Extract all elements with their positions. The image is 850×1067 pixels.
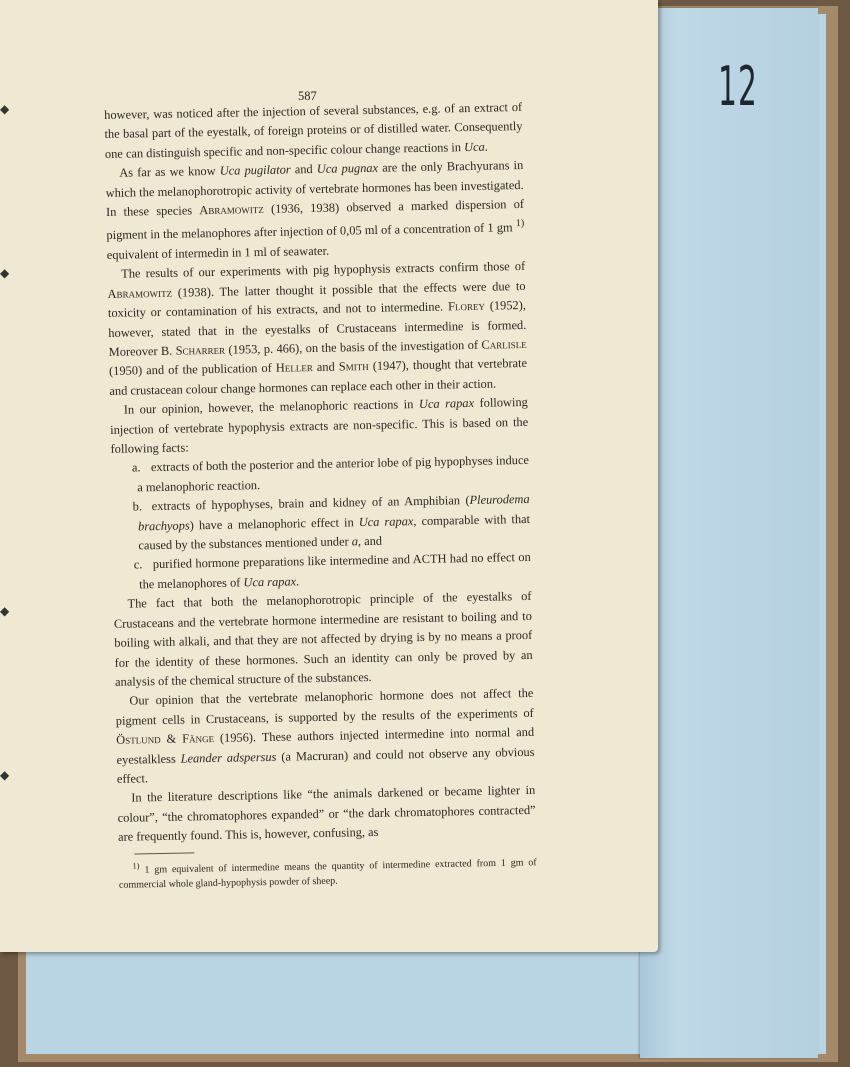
page-number: 587 xyxy=(298,89,317,103)
footnote-ref[interactable]: 1) xyxy=(515,218,525,230)
binding-hole-icon: ◆ xyxy=(0,604,10,618)
paragraph: In the literature descriptions like “the animals darkened or became lighter in colour”, “the chromatophores expanded” or “the dark chromatophores contracted” are frequently found. This is, however, confusing, as xyxy=(117,783,536,845)
paragraph: The results of our experiments with pig hypophysis extracts confirm those of Abramowitz (1938). The latter thought it possible that the effects were due to toxicity or contamination of his extracts, and not to intermedine. Florey (1952), however, stated that in the eyestalks of Crustaceans intermedine is formed. Moreover B. Scharrer (1953, p. 466), on the basis of the investigation of Carlisle (1950) and of the publication of Heller and Smith (1947), thought that vertebrate and crustacean colour change hormones can replace each other in their action. xyxy=(107,259,528,398)
paragraph: As far as we know Uca pugilator and Uca pugnax are the only Brachyurans in which the melanophorotropic activity of vertebrate hormones has been investigated. In these species Abramowitz (1936, 1938) observed a marked dispersion of pigment in the melanophores after injection of 0,05 ml of a concentration of 1 gm $^{1)}$ equivalent of intermedin in 1 ml of seawater. xyxy=(105,158,525,262)
paragraph: Our opinion that the vertebrate melanophoric hormone does not affect the pigment cells in Crustaceans, is supported by the results of the experiments of Östlund & Fänge (1956). These authors injected intermedine into normal and eyestalkless Leander adspersus (a Macruran) and could not observe any obvious effect. xyxy=(115,686,535,786)
paragraph: The fact that both the melanophorotropic principle of the eyestalks of Crustaceans and the vertebrate hormone intermedine are resistant to boiling and to boiling with alkali, and that they are not affected by drying is by no means a proof for the identity of these hormones. Such an identity can only be proved by an analysis of the chemical structure of the substances. xyxy=(113,589,533,689)
list-item: b. extracts of hypophyses, brain and kidney of an Amphibian (Pleurodema brachyops) have a melanophoric effect in Uca rapax, comparable with that caused by the substances mentioned under a, and xyxy=(132,492,531,553)
footnote: $^{1)}$ 1 gm equivalent of intermedine means the quantity of intermedine extracted from 1 gm of commercial whole gland-hypophysis powder of sheep. xyxy=(118,856,537,891)
list-item: c. purified hormone preparations like intermedine and ACTH had no effect on the melanophores of Uca rapax. xyxy=(133,550,531,592)
binding-hole-icon: ◆ xyxy=(0,102,10,116)
list-item: a. extracts of both the posterior and the anterior lobe of pig hypophyses induce a melanophoric reaction. xyxy=(131,453,530,495)
footnote-divider xyxy=(134,852,194,854)
paragraph: In our opinion, however, the melanophoric reactions in Uca rapax following injection of vertebrate hypophysis extracts are non-specific. This is based on the following facts: xyxy=(110,395,529,456)
blue-tab-divider xyxy=(640,8,818,1058)
tab-number: 12 xyxy=(718,55,758,118)
paragraph: however, was noticed after the injection of several substances, e.g. of an extract of the basal part of the eyestalk, of foreign proteins or of distilled water. Consequently one can distinguish specific and non-specific colour change reactions in Uca. xyxy=(104,99,523,161)
binding-hole-icon: ◆ xyxy=(0,266,10,280)
body-text xyxy=(104,98,537,893)
binding-hole-icon: ◆ xyxy=(0,768,10,782)
